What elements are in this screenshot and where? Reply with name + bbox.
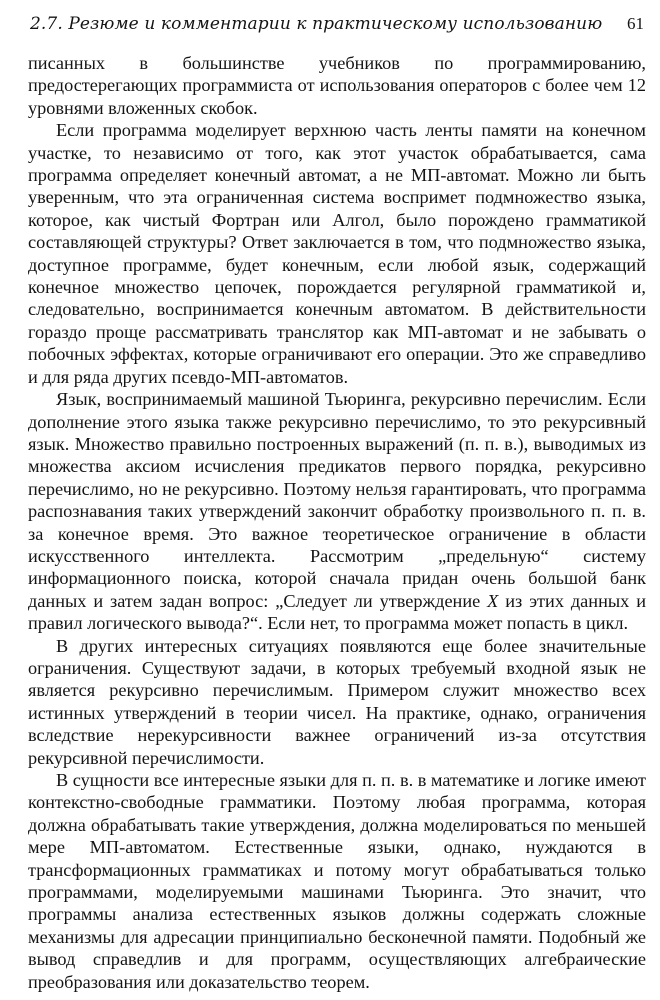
paragraph-natural-languages: В сущности все интересные языки для п. п. в. в математике и логике имеют контекстно-свободные грамматики. Поэтому любая программа, которая должна обрабатывать такие утверждения, должна моделироваться по меньшей мере МП-автоматом. Естественные языки, однако, нуждаются в трансформационных грамматиках и потому могут обрабатываться только программами, моделируемыми машинами Тьюринга. Это значит, что программы анализа естественных языков должны содержать сложные механизмы для адресации принципиально бесконечной памяти. Подобный же вывод справедлив и для программ, осуществляющих алгебраические преобразования или доказательство теорем. — [28, 770, 646, 992]
page-number: 61 — [627, 14, 644, 33]
body-text — [28, 52, 646, 993]
running-head — [28, 14, 646, 34]
paragraph-turing-machine: Язык, воспринимаемый машиной Тьюринга, рекурсивно перечислим. Если дополнение этого языка также рекурсивно перечислимо, то это рекурсивный язык. Множество правильно построенных выражений (п. п. в.), выводимых из множества аксиом исчисления предикатов первого порядка, рекурсивно перечислимо, но не рекурсивно. Поэтому нельзя гарантировать, что программа распознавания таких утверждений закончит обработку произвольного п. п. в. за конечное время. Это важное теоретическое ограничение в области искусственного интеллекта. Рассмотрим „предельную“ систему информационного поиска, которой сначала придан очень большой банк данных и затем задан вопрос: „Следует ли утверждение X из этих данных и правил логического вывода?“. Если нет, то программа может попасть в цикл. — [28, 389, 646, 634]
paragraph-pushdown-automaton: Если программа моделирует верхнюю часть ленты памяти на конечном участке, то независимо от того, как этот участок обрабатывается, сама программа определяет конечный автомат, а не МП-автомат. Можно ли быть уверенным, что эта ограниченная система воспримет подмножество языка, которое, как чистый Фортран или Алгол, было порождено грамматикой составляющей структуры? Ответ заключается в том, что подмножество языка, доступное программе, будет конечным, если любой язык, содержащий конечное множество цепочек, порождается регулярной грамматикой и, следовательно, воспринимается конечным автоматом. В действительности гораздо проще рассматривать транслятор как МП-автомат и не забывать о побочных эффектах, которые ограничивают его операции. Это же справедливо и для ряда других псевдо-МП-автоматов. — [28, 120, 646, 387]
paragraph-continuation: писанных в большинстве учебников по программированию, предостерегающих программиста от использования операторов с более чем 12 уровнями вложенных скобок. — [28, 53, 646, 118]
section-title: 2.7. Резюме и комментарии к практическому использованию — [30, 14, 603, 34]
paragraph-non-enumerable: В других интересных ситуациях появляются еще более значительные ограничения. Существуют задачи, в которых требуемый входной язык не является рекурсивно перечислимым. Примером служит множество всех истинных утверждений в теории чисел. На практике, однако, ограничения вследствие нерекурсивности важнее ограничений из-за отсутствия рекурсивной перечислимости. — [28, 635, 646, 768]
book-page — [28, 14, 646, 994]
variable-x: X — [487, 590, 499, 611]
